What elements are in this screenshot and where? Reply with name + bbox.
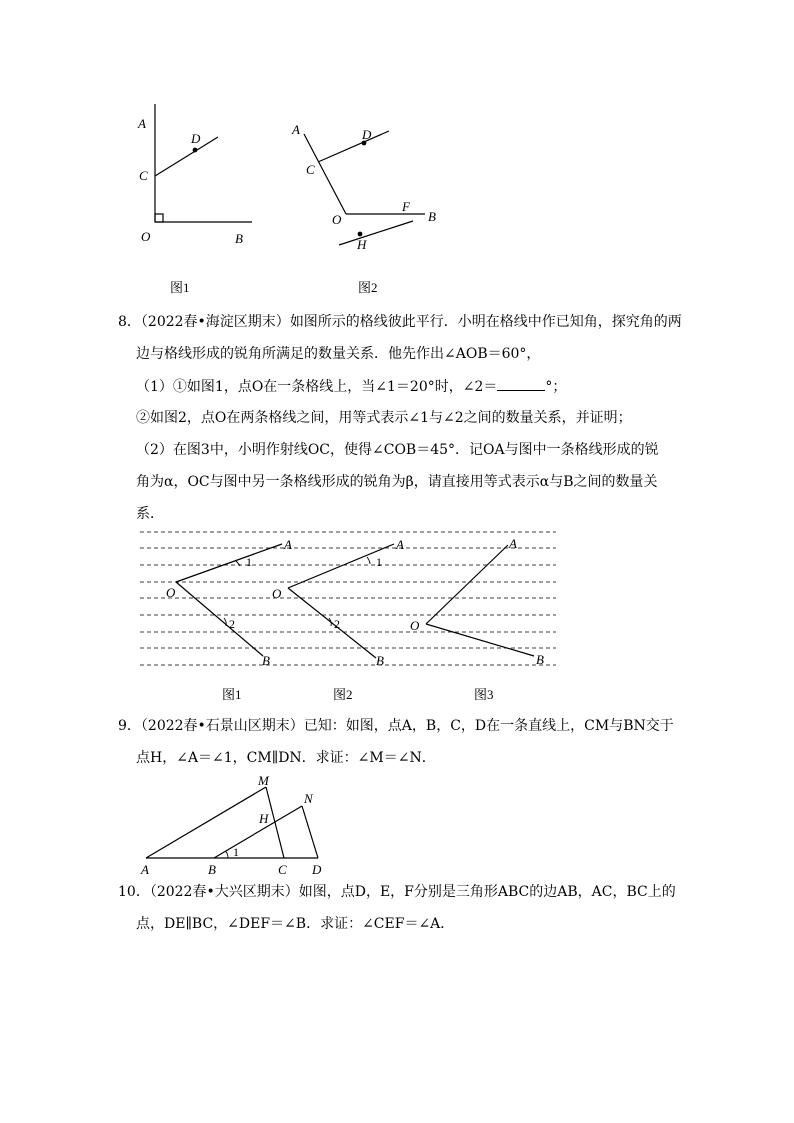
q8-fig1-label-O: O bbox=[166, 585, 176, 600]
q8-fig1-angle1-label: 1 bbox=[246, 555, 252, 569]
q8-part2-line2: 角为α，OC与图中另一条格线形成的锐角为β，请直接用等式表示α与B之间的数量关 bbox=[136, 474, 658, 490]
label-C: C bbox=[139, 168, 148, 183]
q8-fig3-label-A: A bbox=[509, 536, 517, 551]
angle-1-arc bbox=[225, 851, 228, 858]
q8-number: 8． bbox=[118, 314, 141, 330]
q9-label-D: D bbox=[312, 862, 322, 877]
label-O: O bbox=[332, 212, 342, 227]
label-A: A bbox=[292, 122, 300, 137]
q10-line2: 点，DE∥BC，∠DEF＝∠B．求证：∠CEF＝∠A． bbox=[136, 916, 455, 932]
q9-label-C: C bbox=[278, 862, 287, 877]
q8-fig2-label-O: O bbox=[272, 586, 282, 601]
q9-line1-text: 已知：如图，点A，B，C，D在一条直线上，CM与BN交于 bbox=[303, 718, 674, 734]
q10-line1 bbox=[118, 882, 676, 902]
q8-caption-fig3: 图3 bbox=[474, 687, 494, 702]
q9-angle1-label: 1 bbox=[233, 845, 239, 859]
label-F: F bbox=[402, 199, 410, 214]
q9-line2: 点H，∠A＝∠1，CM∥DN．求证：∠M＝∠N． bbox=[136, 750, 436, 766]
label-B: B bbox=[428, 209, 436, 224]
q8-caption-fig1: 图1 bbox=[222, 687, 242, 702]
q10-line1-text: 如图，点D，E，F分别是三角形ABC的边AB，AC，BC上的 bbox=[298, 884, 676, 900]
q8-source: （2022春•海淀区期末） bbox=[140, 314, 290, 330]
q9-lines bbox=[146, 787, 318, 858]
q8-line1-text: 如图所示的格线彼此平行．小明在格线中作已知角，探究角的两 bbox=[289, 314, 682, 330]
q8-fig1-label-B: B bbox=[262, 653, 270, 668]
q8-caption-fig2: 图2 bbox=[333, 687, 353, 702]
q8-fig2-label-B: B bbox=[376, 653, 384, 668]
label-D: D bbox=[191, 131, 201, 146]
label-A: A bbox=[138, 116, 146, 131]
q8-fig3-label-O: O bbox=[410, 618, 420, 633]
q8-part1b: ②如图2，点O在两条格线之间，用等式表示∠1与∠2之间的数量关系，并证明； bbox=[136, 410, 632, 426]
q8-part1a-end: °； bbox=[545, 379, 567, 395]
label-O: O bbox=[141, 229, 151, 244]
q8-line2: 边与格线形成的锐角所满足的数量关系．他先作出∠AOB＝60°， bbox=[136, 346, 541, 362]
caption-fig2: 图2 bbox=[358, 280, 378, 295]
q8-part1a-text: （1）①如图1，点O在一条格线上，当∠1＝20°时，∠2＝ bbox=[136, 379, 498, 395]
q9-source: （2022春•石景山区期末） bbox=[140, 718, 304, 734]
label-H: H bbox=[357, 237, 367, 252]
q9-label-H: H bbox=[259, 811, 269, 826]
label-B: B bbox=[235, 231, 243, 246]
q8-fig2-angle1-label: 1 bbox=[376, 555, 382, 569]
q10-source: （2022春•大兴区期末） bbox=[149, 884, 299, 900]
q8-fig2-label-A: A bbox=[396, 537, 404, 552]
q8-fig2-angle2-label: 2 bbox=[334, 617, 340, 631]
q9-label-M: M bbox=[258, 773, 269, 788]
q8-fig1-angle2-label: 2 bbox=[229, 617, 235, 631]
q9-number: 9． bbox=[118, 718, 141, 734]
q8-fig1-label-A: A bbox=[284, 537, 292, 552]
q8-fig3-label-B: B bbox=[536, 652, 544, 667]
q9-label-B: B bbox=[208, 862, 216, 877]
q8-part2-line3: 系． bbox=[136, 506, 164, 522]
caption-fig1: 图1 bbox=[170, 280, 190, 295]
q8-part2-line1: （2）在图3中，小明作射线OC，使得∠COB＝45°．记OA与图中一条格线形成的锐 bbox=[136, 442, 659, 458]
q9-label-A: A bbox=[141, 862, 149, 877]
label-D: D bbox=[362, 127, 372, 142]
label-C: C bbox=[306, 162, 315, 177]
q9-label-N: N bbox=[304, 791, 313, 806]
q10-number: 10． bbox=[118, 884, 150, 900]
